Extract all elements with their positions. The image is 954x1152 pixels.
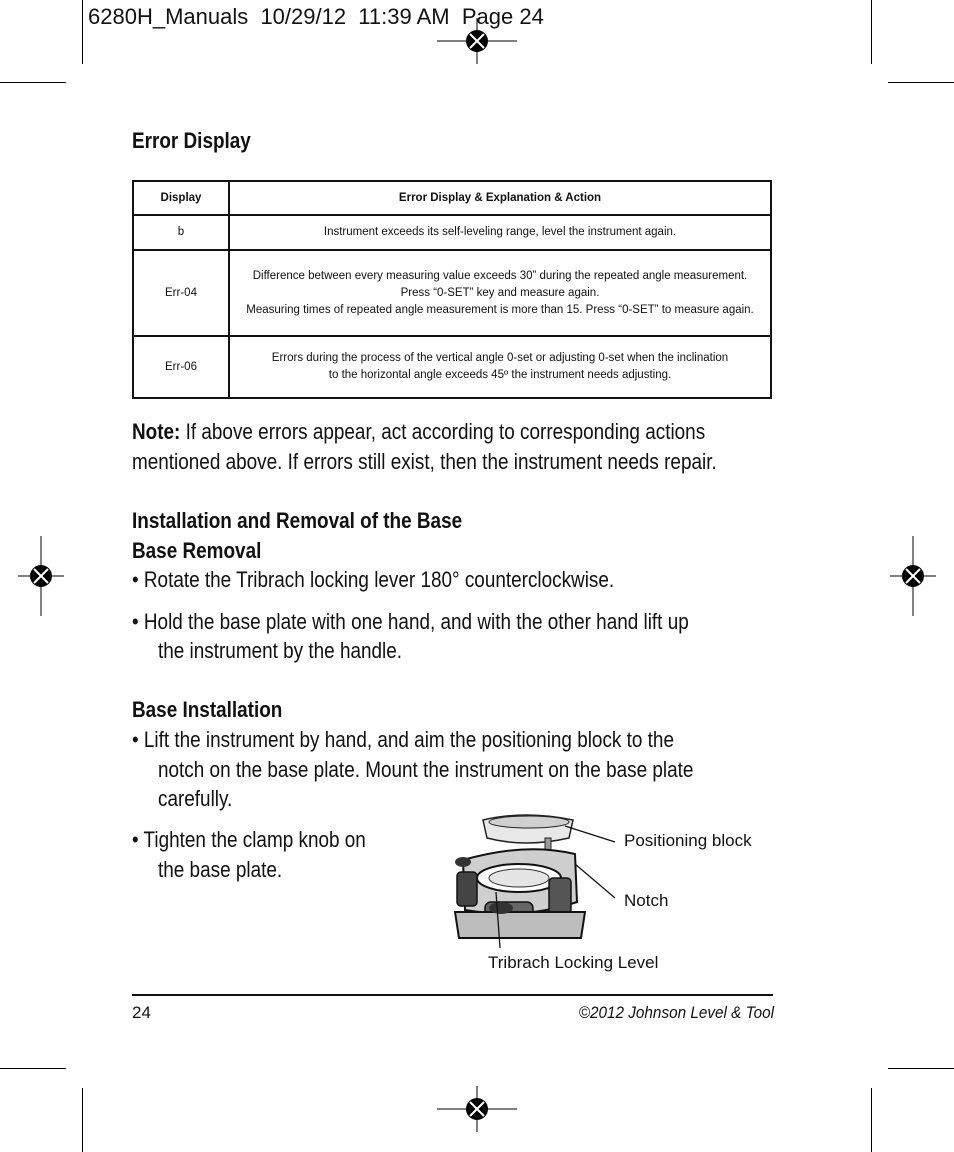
- label-notch: Notch: [624, 891, 669, 910]
- installation-heading: Installation and Removal of the Base: [132, 508, 463, 533]
- error-table: [132, 180, 772, 399]
- note-line: mentioned above. If errors still exist, then the instrument needs repair.: [132, 449, 717, 474]
- removal-bullet-continued: the instrument by the handle.: [158, 638, 403, 663]
- crop-mark: [82, 1088, 83, 1152]
- page-number: 24: [132, 1003, 151, 1022]
- label-positioning-block: Positioning block: [624, 831, 752, 850]
- install-bullet: • Lift the instrument by hand, and aim the positioning block to the: [132, 727, 674, 752]
- table-header-explanation: Error Display & Explanation & Action: [229, 181, 771, 215]
- base-installation-heading: Base Installation: [132, 697, 283, 722]
- install-bullet-continued: carefully.: [158, 786, 233, 811]
- table-cell-explanation: [229, 250, 771, 336]
- crop-mark: [0, 82, 66, 83]
- registration-mark-icon: [18, 536, 64, 616]
- note-text: If above errors appear, act according to corresponding actions: [180, 419, 706, 444]
- explanation-line: Measuring times of repeated angle measurement is more than 15. Press “0-SET” to measure again.: [246, 303, 754, 316]
- footer-rule: [132, 994, 773, 996]
- removal-bullet: • Rotate the Tribrach locking lever 180° counterclockwise.: [132, 567, 615, 592]
- table-header-display: Display: [133, 181, 229, 215]
- crop-mark: [871, 1088, 872, 1152]
- print-slug: 6280H_Manuals 10/29/12 11:39 AM Page 24: [88, 4, 544, 29]
- registration-mark-icon: [437, 1086, 517, 1132]
- table-cell-display: b: [133, 215, 229, 250]
- install-bullet-continued: the base plate.: [158, 857, 283, 882]
- leader-lines: [490, 820, 620, 950]
- table-cell-display: Err-04: [133, 250, 229, 336]
- crop-mark: [0, 1068, 66, 1069]
- note-label: Note:: [132, 419, 181, 444]
- table-cell-explanation: [229, 336, 771, 398]
- crop-mark: [82, 0, 83, 64]
- table-cell-display: Err-06: [133, 336, 229, 398]
- table-row: [133, 215, 771, 250]
- explanation-line: Press “0-SET” key and measure again.: [400, 286, 600, 299]
- install-bullet: • Tighten the clamp knob on: [132, 827, 366, 852]
- note-paragraph: [132, 417, 717, 477]
- removal-bullet: • Hold the base plate with one hand, and with the other hand lift up: [132, 609, 689, 634]
- label-tribrach-locking-level: Tribrach Locking Level: [488, 953, 659, 972]
- table-header-row: [133, 181, 771, 215]
- table-row: [133, 336, 771, 398]
- copyright: ©2012 Johnson Level & Tool: [578, 1003, 774, 1022]
- explanation-line: Instrument exceeds its self-leveling range, level the instrument again.: [323, 226, 677, 238]
- registration-mark-icon: [890, 536, 936, 616]
- install-bullet-continued: notch on the base plate. Mount the instrument on the base plate: [158, 757, 694, 782]
- table-cell-explanation: [229, 215, 771, 250]
- explanation-line: to the horizontal angle exceeds 45º the instrument needs adjusting.: [328, 369, 672, 381]
- crop-mark: [888, 1068, 954, 1069]
- crop-mark: [871, 0, 872, 64]
- error-display-heading: Error Display: [132, 128, 251, 153]
- table-row: [133, 250, 771, 336]
- explanation-line: Difference between every measuring value exceeds 30” during the repeated angle measurement.: [252, 269, 748, 282]
- explanation-line: Errors during the process of the vertical angle 0-set or adjusting 0-set when the inclination: [271, 352, 729, 364]
- crop-mark: [888, 82, 954, 83]
- base-removal-heading: Base Removal: [132, 538, 262, 563]
- note-line: [132, 417, 717, 447]
